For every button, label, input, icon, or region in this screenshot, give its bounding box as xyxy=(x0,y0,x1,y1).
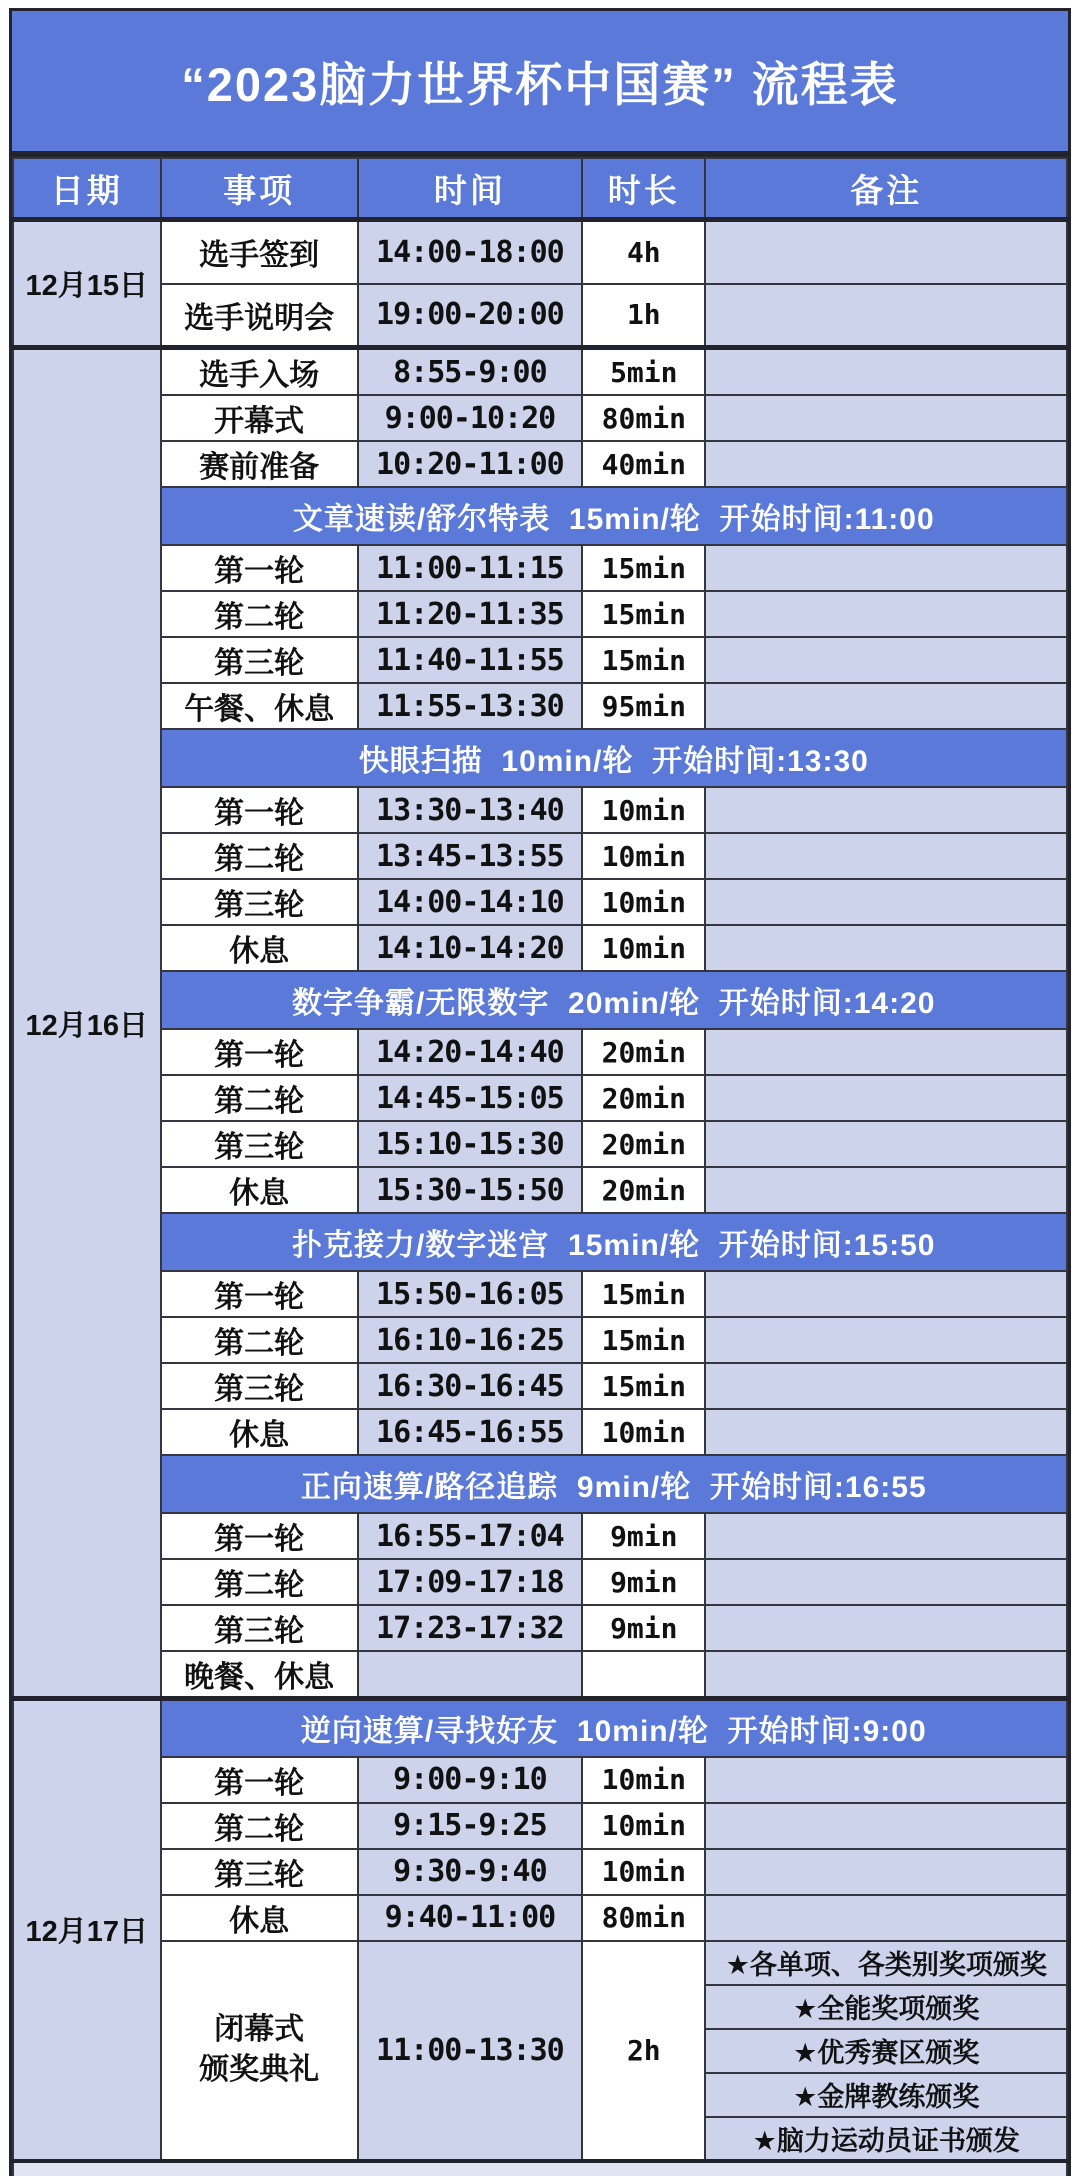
remark-cell xyxy=(705,637,1067,683)
table-row xyxy=(13,1121,1067,1167)
closing-ceremony-row xyxy=(13,1941,1067,1985)
duration-cell: 2h xyxy=(582,1941,705,2161)
duration-cell: 80min xyxy=(582,1895,705,1941)
event-cell: 第一轮 xyxy=(161,1757,358,1803)
remark-cell xyxy=(705,833,1067,879)
remark-cell xyxy=(705,284,1067,348)
remark-cell xyxy=(705,1167,1067,1213)
award-remark-cell: ★各单项、各类别奖项颁奖 xyxy=(705,1941,1067,1985)
time-cell: 14:45-15:05 xyxy=(358,1075,583,1121)
event-cell: 第一轮 xyxy=(161,787,358,833)
event-cell: 第二轮 xyxy=(161,1317,358,1363)
remark-cell xyxy=(705,1849,1067,1895)
event-cell: 第三轮 xyxy=(161,1363,358,1409)
section-banner: 数字争霸/无限数字 20min/轮 开始时间:14:20 xyxy=(161,971,1067,1029)
event-cell: 赛前准备 xyxy=(161,441,358,487)
time-cell xyxy=(358,1651,583,1699)
date-cell: 12月17日 xyxy=(13,1699,161,2161)
remark-cell xyxy=(705,1513,1067,1559)
event-cell: 第三轮 xyxy=(161,1121,358,1167)
table-row xyxy=(13,1363,1067,1409)
remark-cell xyxy=(705,1029,1067,1075)
closing-event-line1: 闭幕式 xyxy=(214,2012,305,2046)
time-cell: 16:55-17:04 xyxy=(358,1513,583,1559)
remark-cell xyxy=(705,395,1067,441)
table-row xyxy=(13,1559,1067,1605)
table-row xyxy=(13,545,1067,591)
closing-event-line2: 颁奖典礼 xyxy=(199,2053,320,2086)
event-cell: 第三轮 xyxy=(161,637,358,683)
duration-cell: 10min xyxy=(582,833,705,879)
time-cell: 10:20-11:00 xyxy=(358,441,583,487)
time-cell: 9:40-11:00 xyxy=(358,1895,583,1941)
duration-cell: 20min xyxy=(582,1167,705,1213)
header-row xyxy=(13,158,1067,220)
duration-cell: 9min xyxy=(582,1605,705,1651)
table-row xyxy=(13,787,1067,833)
remark-cell xyxy=(705,348,1067,396)
time-cell: 13:45-13:55 xyxy=(358,833,583,879)
time-cell: 15:30-15:50 xyxy=(358,1167,583,1213)
duration-cell: 15min xyxy=(582,1317,705,1363)
section-banner-row xyxy=(13,1455,1067,1513)
date-cell: 12月15日 xyxy=(13,220,161,348)
section-banner: 快眼扫描 10min/轮 开始时间:13:30 xyxy=(161,729,1067,787)
remark-cell xyxy=(705,591,1067,637)
table-row xyxy=(13,1317,1067,1363)
event-cell: 选手入场 xyxy=(161,348,358,396)
table-row xyxy=(13,220,1067,284)
table-row xyxy=(13,833,1067,879)
award-remark-cell: ★优秀赛区颁奖 xyxy=(705,2029,1067,2073)
remark-cell xyxy=(705,1757,1067,1803)
remark-cell xyxy=(705,545,1067,591)
remark-cell xyxy=(705,1271,1067,1317)
event-cell: 第二轮 xyxy=(161,1075,358,1121)
schedule-sheet xyxy=(9,8,1071,2176)
duration-cell: 10min xyxy=(582,925,705,971)
event-cell: 休息 xyxy=(161,1167,358,1213)
event-cell: 午餐、休息 xyxy=(161,683,358,729)
table-row xyxy=(13,1895,1067,1941)
duration-cell: 10min xyxy=(582,1803,705,1849)
section-banner-row xyxy=(13,1699,1067,1757)
time-cell: 15:10-15:30 xyxy=(358,1121,583,1167)
remark-cell xyxy=(705,1803,1067,1849)
time-cell: 17:23-17:32 xyxy=(358,1605,583,1651)
event-cell: 第二轮 xyxy=(161,1803,358,1849)
footer-empty-cell xyxy=(13,2161,1067,2176)
event-cell: 休息 xyxy=(161,1895,358,1941)
time-cell: 11:20-11:35 xyxy=(358,591,583,637)
time-cell: 8:55-9:00 xyxy=(358,348,583,396)
event-cell: 选手签到 xyxy=(161,220,358,284)
table-row xyxy=(13,441,1067,487)
table-row xyxy=(13,1167,1067,1213)
schedule-table xyxy=(12,157,1068,2176)
time-cell: 13:30-13:40 xyxy=(358,787,583,833)
event-cell: 第三轮 xyxy=(161,1849,358,1895)
event-cell: 休息 xyxy=(161,1409,358,1455)
time-cell: 16:30-16:45 xyxy=(358,1363,583,1409)
event-cell: 晚餐、休息 xyxy=(161,1651,358,1699)
footer-row xyxy=(13,2161,1067,2176)
remark-cell xyxy=(705,1409,1067,1455)
table-row xyxy=(13,1075,1067,1121)
remark-cell xyxy=(705,441,1067,487)
section-banner-row xyxy=(13,729,1067,787)
time-cell: 16:10-16:25 xyxy=(358,1317,583,1363)
event-cell: 第二轮 xyxy=(161,833,358,879)
remark-cell xyxy=(705,1895,1067,1941)
table-row xyxy=(13,1651,1067,1699)
date-cell: 12月16日 xyxy=(13,348,161,1699)
page-title: “2023脑力世界杯中国赛” 流程表 xyxy=(12,11,1068,157)
table-row xyxy=(13,395,1067,441)
remark-cell xyxy=(705,787,1067,833)
col-header-duration: 时长 xyxy=(582,158,705,220)
remark-cell xyxy=(705,1075,1067,1121)
table-row xyxy=(13,925,1067,971)
event-cell: 选手说明会 xyxy=(161,284,358,348)
time-cell: 11:40-11:55 xyxy=(358,637,583,683)
time-cell: 9:00-10:20 xyxy=(358,395,583,441)
closing-event-cell xyxy=(161,1941,358,2161)
section-banner: 扑克接力/数字迷宫 15min/轮 开始时间:15:50 xyxy=(161,1213,1067,1271)
time-cell: 9:15-9:25 xyxy=(358,1803,583,1849)
duration-cell: 10min xyxy=(582,1849,705,1895)
time-cell: 15:50-16:05 xyxy=(358,1271,583,1317)
time-cell: 14:00-14:10 xyxy=(358,879,583,925)
section-banner-row xyxy=(13,971,1067,1029)
remark-cell xyxy=(705,1559,1067,1605)
award-remark-cell: ★金牌教练颁奖 xyxy=(705,2073,1067,2117)
event-cell: 第一轮 xyxy=(161,1513,358,1559)
duration-cell: 4h xyxy=(582,220,705,284)
event-cell: 第一轮 xyxy=(161,545,358,591)
event-cell: 第一轮 xyxy=(161,1271,358,1317)
section-banner-row xyxy=(13,487,1067,545)
duration-cell: 15min xyxy=(582,591,705,637)
col-header-time: 时间 xyxy=(358,158,583,220)
remark-cell xyxy=(705,879,1067,925)
remark-cell xyxy=(705,220,1067,284)
duration-cell: 10min xyxy=(582,1757,705,1803)
duration-cell: 15min xyxy=(582,1271,705,1317)
table-row xyxy=(13,1271,1067,1317)
section-banner: 正向速算/路径追踪 9min/轮 开始时间:16:55 xyxy=(161,1455,1067,1513)
duration-cell: 20min xyxy=(582,1029,705,1075)
event-cell: 第二轮 xyxy=(161,1559,358,1605)
table-row xyxy=(13,1029,1067,1075)
duration-cell xyxy=(582,1651,705,1699)
table-row xyxy=(13,1757,1067,1803)
event-cell: 第一轮 xyxy=(161,1029,358,1075)
duration-cell: 15min xyxy=(582,1363,705,1409)
col-header-remark: 备注 xyxy=(705,158,1067,220)
remark-cell xyxy=(705,1651,1067,1699)
table-row xyxy=(13,683,1067,729)
duration-cell: 10min xyxy=(582,1409,705,1455)
duration-cell: 95min xyxy=(582,683,705,729)
duration-cell: 20min xyxy=(582,1121,705,1167)
event-cell: 休息 xyxy=(161,925,358,971)
duration-cell: 5min xyxy=(582,348,705,396)
duration-cell: 10min xyxy=(582,787,705,833)
duration-cell: 1h xyxy=(582,284,705,348)
col-header-item: 事项 xyxy=(161,158,358,220)
remark-cell xyxy=(705,1363,1067,1409)
event-cell: 第三轮 xyxy=(161,1605,358,1651)
duration-cell: 15min xyxy=(582,545,705,591)
time-cell: 16:45-16:55 xyxy=(358,1409,583,1455)
time-cell: 11:00-11:15 xyxy=(358,545,583,591)
col-header-date: 日期 xyxy=(13,158,161,220)
duration-cell: 80min xyxy=(582,395,705,441)
duration-cell: 40min xyxy=(582,441,705,487)
event-cell: 第二轮 xyxy=(161,591,358,637)
section-banner: 逆向速算/寻找好友 10min/轮 开始时间:9:00 xyxy=(161,1699,1067,1757)
table-row xyxy=(13,1849,1067,1895)
time-cell: 14:00-18:00 xyxy=(358,220,583,284)
table-row xyxy=(13,879,1067,925)
remark-cell xyxy=(705,683,1067,729)
table-row xyxy=(13,637,1067,683)
remark-cell xyxy=(705,1317,1067,1363)
table-row xyxy=(13,1605,1067,1651)
section-banner-row xyxy=(13,1213,1067,1271)
duration-cell: 9min xyxy=(582,1513,705,1559)
time-cell: 19:00-20:00 xyxy=(358,284,583,348)
time-cell: 17:09-17:18 xyxy=(358,1559,583,1605)
table-row xyxy=(13,348,1067,396)
time-cell: 9:00-9:10 xyxy=(358,1757,583,1803)
duration-cell: 15min xyxy=(582,637,705,683)
table-row xyxy=(13,1409,1067,1455)
time-cell: 11:55-13:30 xyxy=(358,683,583,729)
table-row xyxy=(13,1513,1067,1559)
event-cell: 第三轮 xyxy=(161,879,358,925)
duration-cell: 20min xyxy=(582,1075,705,1121)
time-cell: 11:00-13:30 xyxy=(358,1941,583,2161)
remark-cell xyxy=(705,925,1067,971)
award-remark-cell: ★脑力运动员证书颁发 xyxy=(705,2117,1067,2161)
remark-cell xyxy=(705,1605,1067,1651)
table-row xyxy=(13,591,1067,637)
table-row xyxy=(13,1803,1067,1849)
section-banner: 文章速读/舒尔特表 15min/轮 开始时间:11:00 xyxy=(161,487,1067,545)
time-cell: 9:30-9:40 xyxy=(358,1849,583,1895)
remark-cell xyxy=(705,1121,1067,1167)
duration-cell: 10min xyxy=(582,879,705,925)
duration-cell: 9min xyxy=(582,1559,705,1605)
table-row xyxy=(13,284,1067,348)
award-remark-cell: ★全能奖项颁奖 xyxy=(705,1985,1067,2029)
time-cell: 14:10-14:20 xyxy=(358,925,583,971)
time-cell: 14:20-14:40 xyxy=(358,1029,583,1075)
event-cell: 开幕式 xyxy=(161,395,358,441)
